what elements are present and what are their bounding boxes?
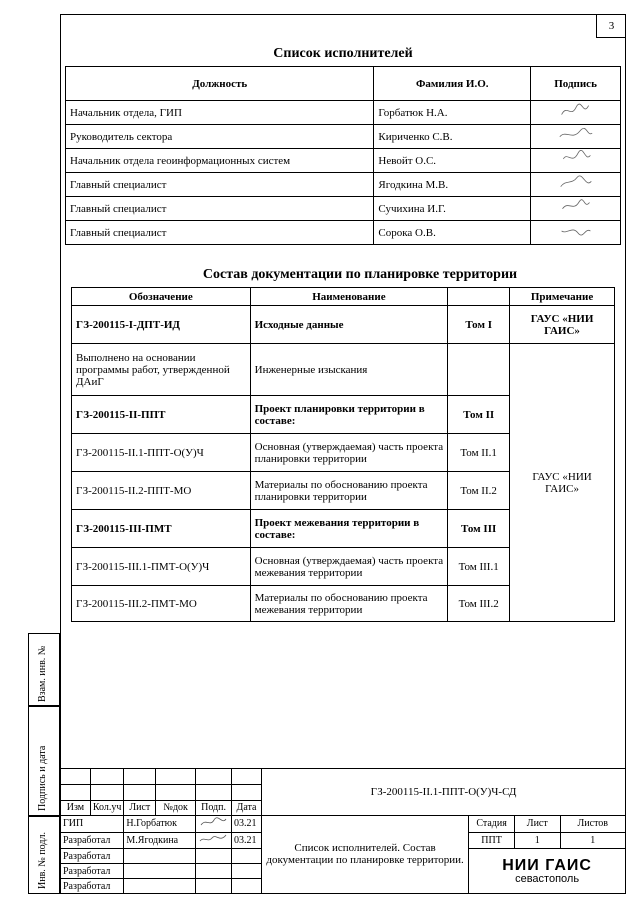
executor-signature xyxy=(531,149,621,173)
executor-name: Сучихина И.Г. xyxy=(374,197,531,221)
stamp-role: Разработал xyxy=(61,864,124,879)
executor-position: Начальник отдела, ГИП xyxy=(66,101,374,125)
executor-position: Руководитель сектора xyxy=(66,125,374,149)
doc-code: ГЗ-200115-I-ДПТ-ИД xyxy=(72,306,251,344)
executor-row xyxy=(66,125,621,149)
executor-row xyxy=(66,173,621,197)
executor-position: Главный специалист xyxy=(66,173,374,197)
executor-name: Горбатюк Н.А. xyxy=(374,101,531,125)
signature-icon xyxy=(555,198,597,216)
stage-value: ППТ xyxy=(469,832,515,849)
signature-icon xyxy=(555,150,597,168)
executor-name: Кириченко С.В. xyxy=(374,125,531,149)
stamp-col-header: Кол.уч xyxy=(90,800,124,815)
col-name: Фамилия И.О. xyxy=(374,67,531,101)
doc-note: ГАУС «НИИ ГАИС» xyxy=(510,306,615,344)
stamp-name: М.Ягодкина xyxy=(124,832,196,849)
doc-code: ГЗ-200115-II.1-ППТ-О(У)Ч xyxy=(72,434,251,472)
executor-name: Невойт О.С. xyxy=(374,149,531,173)
doc-row xyxy=(72,344,615,396)
doc-volume: Том III.2 xyxy=(448,586,510,622)
col-title: Наименование xyxy=(250,288,448,306)
stamp-signature xyxy=(196,832,232,849)
title-block xyxy=(60,768,626,894)
stage-label: Стадия xyxy=(469,815,515,832)
doc-name: Материалы по обоснованию проекта планировки территории xyxy=(250,472,448,510)
executors-table xyxy=(65,66,621,245)
executor-row xyxy=(66,101,621,125)
col-position: Должность xyxy=(66,67,374,101)
executor-signature xyxy=(531,173,621,197)
side-sign-date-label: Подпись и дата xyxy=(37,745,48,811)
doc-volume: Том I xyxy=(448,306,510,344)
doc-note: ГАУС «НИИ ГАИС» xyxy=(510,344,615,622)
executor-name: Ягодкина М.В. xyxy=(374,173,531,197)
col-signature: Подпись xyxy=(531,67,621,101)
signature-icon xyxy=(198,833,228,845)
stamp-date: 03.21 xyxy=(232,832,262,849)
stamp-role: ГИП xyxy=(61,815,124,832)
signature-icon xyxy=(555,174,597,192)
col-code: Обозначение xyxy=(72,288,251,306)
doc-name: Проект межевания территории в составе: xyxy=(250,510,448,548)
logo-main: НИИ ГАИС xyxy=(502,857,592,875)
executor-row xyxy=(66,221,621,245)
doc-row xyxy=(72,306,615,344)
side-inv-orig-label: Инв. № подл. xyxy=(37,832,48,889)
sheets-label: Листов xyxy=(560,815,625,832)
sheet-number: 3 xyxy=(596,14,626,38)
doc-code: ГЗ-200115-II-ППТ xyxy=(72,396,251,434)
side-inv-vzam xyxy=(28,633,60,706)
executor-position: Начальник отдела геоинформационных систем xyxy=(66,149,374,173)
doc-name: Проект планировки территории в составе: xyxy=(250,396,448,434)
signature-icon xyxy=(555,102,597,120)
stamp-col-header: №док xyxy=(156,800,196,815)
doc-name: Инженерные изыскания xyxy=(250,344,448,396)
stamp-signature xyxy=(196,815,232,832)
doc-name: Основная (утверждаемая) часть проекта планировки территории xyxy=(250,434,448,472)
stamp-col-header: Изм xyxy=(61,800,91,815)
docs-title: Состав документации по планировке территории xyxy=(202,267,518,282)
col-volume xyxy=(448,288,510,306)
doc-name: Исходные данные xyxy=(250,306,448,344)
executor-position: Главный специалист xyxy=(66,221,374,245)
doc-code: ГЗ-200115-III.1-ПМТ-О(У)Ч xyxy=(72,548,251,586)
docs-table xyxy=(71,287,615,622)
doc-code: ГЗ-200115-III.2-ПМТ-МО xyxy=(72,586,251,622)
executor-signature xyxy=(531,197,621,221)
stamp-date: 03.21 xyxy=(232,815,262,832)
executor-row xyxy=(66,197,621,221)
executor-signature xyxy=(531,125,621,149)
doc-code: ГЗ-200115-II.1-ППТ-О(У)Ч-СД xyxy=(261,769,625,816)
logo-city: севастополь xyxy=(515,873,580,886)
doc-name: Основная (утверждаемая) часть проекта межевания территории xyxy=(250,548,448,586)
col-note: Примечание xyxy=(510,288,615,306)
doc-volume: Том II.2 xyxy=(448,472,510,510)
doc-volume: Том III.1 xyxy=(448,548,510,586)
sheets-value: 1 xyxy=(560,832,625,849)
executor-name: Сорока О.В. xyxy=(374,221,531,245)
side-sign-date xyxy=(28,706,60,816)
stamp-col-header: Лист xyxy=(124,800,156,815)
signature-icon xyxy=(555,222,597,240)
logo xyxy=(469,849,626,894)
stamp-col-header: Дата xyxy=(232,800,262,815)
side-inv-orig xyxy=(28,816,60,894)
doc-code: Выполнено на основании программы работ, утвержденной ДАиГ xyxy=(72,344,251,396)
executor-position: Главный специалист xyxy=(66,197,374,221)
stamp-role: Разработал xyxy=(61,879,124,894)
doc-code: ГЗ-200115-II.2-ППТ-МО xyxy=(72,472,251,510)
executor-row xyxy=(66,149,621,173)
signature-icon xyxy=(555,126,597,144)
stamp-doc-title: Список исполнителей. Состав документации по планировке территории. xyxy=(261,815,468,893)
doc-volume: Том III xyxy=(448,510,510,548)
side-inv-vzam-label: Взам. инв. № xyxy=(37,645,48,702)
sheet-value: 1 xyxy=(514,832,560,849)
doc-code: ГЗ-200115-III-ПМТ xyxy=(72,510,251,548)
doc-name: Материалы по обоснованию проекта межевания территории xyxy=(250,586,448,622)
executors-title: Список исполнителей xyxy=(273,46,413,61)
stamp-role: Разработал xyxy=(61,832,124,849)
stamp-name: Н.Горбатюк xyxy=(124,815,196,832)
stamp-role: Разработал xyxy=(61,849,124,864)
doc-volume: Том II.1 xyxy=(448,434,510,472)
executor-signature xyxy=(531,101,621,125)
signature-icon xyxy=(198,816,228,828)
sheet-label: Лист xyxy=(514,815,560,832)
doc-volume: Том II xyxy=(448,396,510,434)
stamp-col-header: Подп. xyxy=(196,800,232,815)
doc-volume xyxy=(448,344,510,396)
executor-signature xyxy=(531,221,621,245)
